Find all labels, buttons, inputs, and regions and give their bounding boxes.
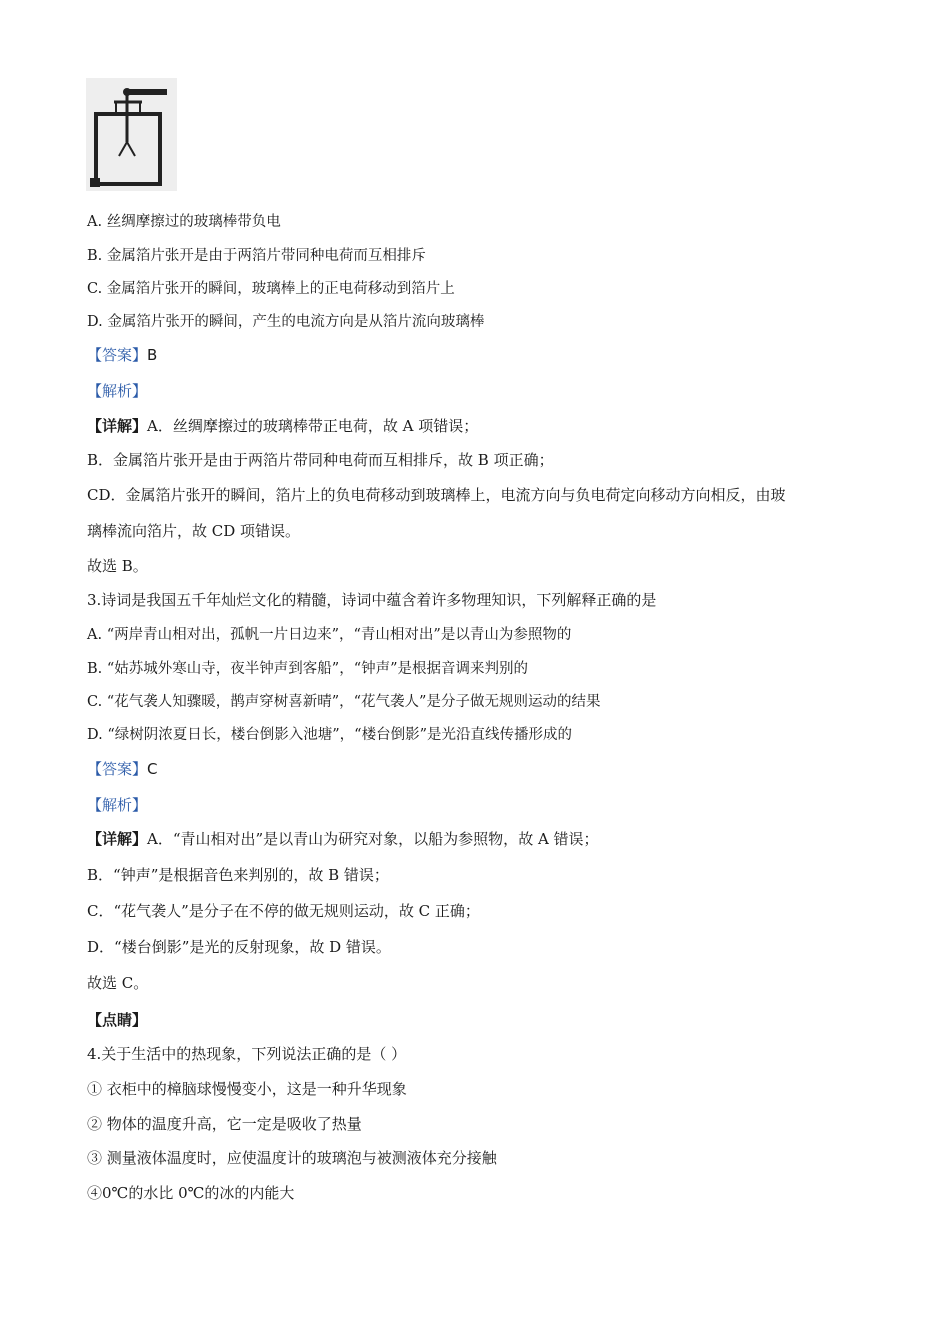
q2-detail-line-4: 璃棒流向箔片，故 CD 项错误。 [87, 522, 301, 540]
q3-analysis-tag: 【解析】 [87, 796, 148, 814]
q4-question: 4.关于生活中的热现象，下列说法正确的是（ ） [87, 1045, 407, 1063]
q3-point-tag: 【点睛】 [87, 1011, 148, 1029]
q2-detail-line-3: CD．金属箔片张开的瞬间，箔片上的负电荷移动到玻璃棒上，电流方向与负电荷定向移动方向相反，由玻 [87, 486, 786, 504]
q2-detail-line-1 [87, 416, 478, 436]
electroscope-drawing [86, 78, 177, 191]
electroscope-figure [86, 78, 177, 191]
q3-detail-line-4: D．“楼台倒影”是光的反射现象，故 D 错误。 [87, 938, 391, 956]
q3-detail-line-1 [87, 829, 599, 849]
q3-answer [87, 759, 158, 779]
answer-value: B [147, 346, 158, 364]
q2-analysis-tag: 【解析】 [87, 382, 148, 400]
q4-item-3: ③ 测量液体温度时，应使温度计的玻璃泡与被测液体充分接触 [87, 1149, 497, 1167]
detail-tag: 【详解】 [87, 830, 148, 848]
q3-option-a: A. “两岸青山相对出，孤帆一片日边来”，“青山相对出”是以青山为参照物的 [87, 627, 572, 643]
q3-option-b: B. “姑苏城外寒山寺，夜半钟声到客船”，“钟声”是根据音调来判别的 [87, 661, 529, 677]
detail-tag: 【详解】 [87, 417, 148, 435]
q3-option-c: C. “花气袭人知骤暖，鹊声穿树喜新晴”，“花气袭人”是分子做无规则运动的结果 [87, 694, 601, 710]
detail-text: A．丝绸摩擦过的玻璃棒带正电荷，故 A 项错误； [147, 417, 479, 435]
q2-answer [87, 345, 157, 365]
q3-conclusion: 故选 C。 [87, 974, 149, 992]
q4-item-1: ① 衣柜中的樟脑球慢慢变小，这是一种升华现象 [87, 1080, 407, 1098]
q2-detail-line-2: B．金属箔片张开是由于两箔片带同种电荷而互相排斥，故 B 项正确； [87, 451, 554, 469]
answer-tag: 【答案】 [87, 760, 148, 778]
q4-item-2: ② 物体的温度升高，它一定是吸收了热量 [87, 1115, 362, 1133]
q2-option-b: B. 金属箔片张开是由于两箔片带同种电荷而互相排斥 [87, 248, 426, 264]
q3-option-d: D. “绿树阴浓夏日长，楼台倒影入池塘”，“楼台倒影”是光沿直线传播形成的 [87, 727, 572, 743]
q4-item-4: ④0℃的水比 0℃的冰的内能大 [87, 1184, 295, 1202]
q2-option-c: C. 金属箔片张开的瞬间，玻璃棒上的正电荷移动到箔片上 [87, 281, 455, 297]
q2-option-a: A. 丝绸摩擦过的玻璃棒带负电 [87, 214, 281, 230]
answer-tag: 【答案】 [87, 346, 148, 364]
detail-text: A．“青山相对出”是以青山为研究对象，以船为参照物，故 A 错误； [147, 830, 599, 848]
q2-conclusion: 故选 B。 [87, 557, 148, 575]
q3-detail-line-2: B．“钟声”是根据音色来判别的，故 B 错误； [87, 866, 389, 884]
q3-detail-line-3: C．“花气袭人”是分子在不停的做无规则运动，故 C 正确； [87, 902, 480, 920]
q2-option-d: D. 金属箔片张开的瞬间，产生的电流方向是从箔片流向玻璃棒 [87, 314, 485, 330]
q3-question: 3.诗词是我国五千年灿烂文化的精髓，诗词中蕴含着许多物理知识，下列解释正确的是 [87, 591, 657, 609]
answer-value: C [147, 760, 158, 778]
